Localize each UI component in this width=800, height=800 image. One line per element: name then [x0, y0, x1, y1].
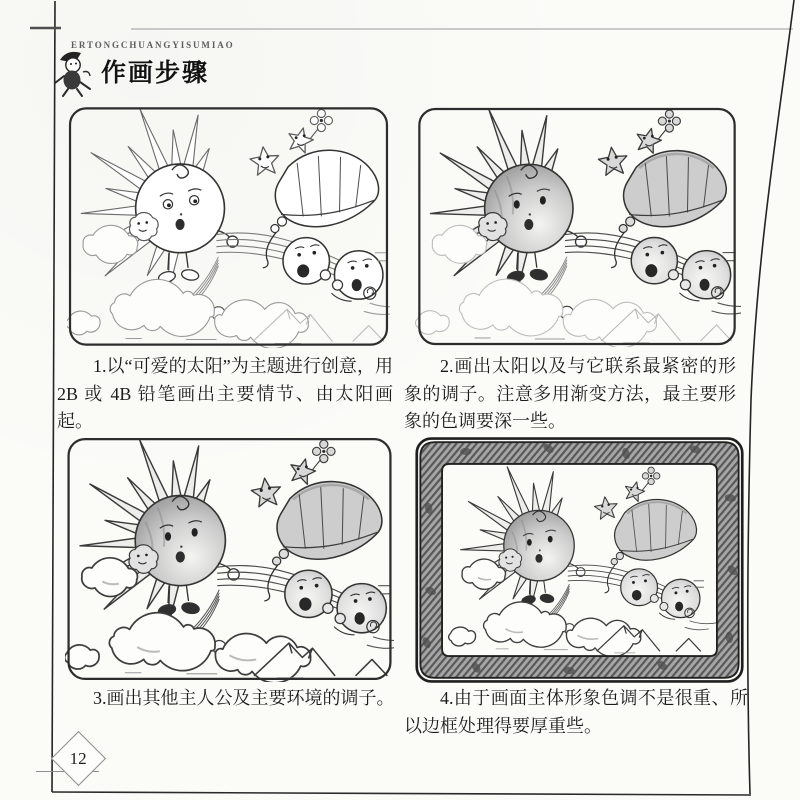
step-3-caption: 3.画出其他主人公及主要环境的调子。 [93, 688, 395, 708]
step-1-caption: 1.以“可爱的太阳”为主题进行创意，用 2B 或 4B 铅笔画出主要情节、由太阳画起。 [57, 356, 393, 431]
page-number: 12 [70, 748, 87, 768]
running-title: ERTONGCHUANGYISUMIAO [71, 40, 235, 50]
step-4-illustration [410, 436, 749, 684]
section-title: 作画步骤 [101, 59, 210, 87]
sketch-mascot-icon [50, 48, 96, 98]
step-2-drawing [413, 106, 741, 347]
step-3-illustration [65, 436, 394, 682]
step-2-illustration [413, 106, 741, 347]
step-4-drawing [410, 436, 749, 684]
step-1-illustration [67, 105, 390, 348]
step-1-drawing [67, 105, 390, 348]
step-3-drawing [65, 436, 394, 682]
page-number-badge [51, 731, 106, 786]
step-2-caption: 2.画出太阳以及与它联系最紧密的形象的调子。注意多用渐变方法，最主要形象的色调要深一些。 [404, 356, 736, 431]
step-4-caption: 4.由于画面主体形象色调不是很重、所以边框处理得要厚重些。 [404, 688, 748, 736]
